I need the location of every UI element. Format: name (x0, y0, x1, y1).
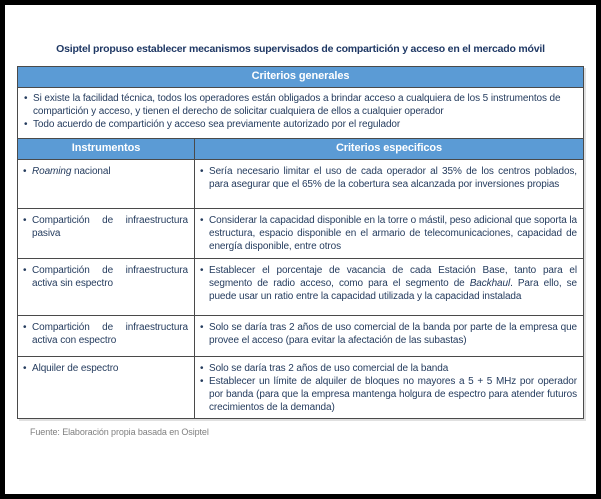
criteria-cell (194, 259, 583, 315)
criteria-text (209, 362, 577, 375)
bullet-icon: • (23, 322, 27, 333)
instrument-text (32, 214, 188, 240)
text-segment: Sería necesario limitar el uso de cada operador al 35% de los centros poblados, para asegurar que el 65% de la cobertura sea alcanzada por inversiones propias (209, 166, 577, 190)
bullet-item (200, 214, 577, 253)
text-segment: Compartición de infraestructura activa sin espectro (32, 265, 188, 289)
instrument-text (32, 362, 188, 375)
source-note: Fuente: Elaboración propia basada en Osiptel (30, 427, 209, 437)
bullet-icon: • (23, 265, 27, 276)
bullet-icon: • (200, 376, 204, 387)
table-row (18, 159, 583, 208)
bullet-item (200, 321, 577, 347)
text-segment: Compartición de infraestructura pasiva (32, 215, 188, 239)
text-segment: Roaming (32, 166, 72, 177)
criteria-cell (194, 209, 583, 258)
instrument-text (32, 264, 188, 290)
instrument-text (32, 321, 188, 347)
text-segment: Considerar la capacidad disponible en la torre o mástil, peso adicional que soporta la estructura, espacio disponible en el armario de telecomunicaciones, capacidad de energía disponible, entre otros (209, 215, 577, 252)
bullet-icon: • (23, 215, 27, 226)
bullet-icon: • (24, 119, 28, 130)
bullet-item (23, 362, 188, 375)
instrument-text (32, 165, 188, 178)
instrument-cell (18, 209, 194, 258)
text-segment: Solo se daría tras 2 años de uso comercial de la banda por parte de la empresa que provee el acceso (para evitar la afectación de las subastas) (209, 322, 577, 346)
column-header-instrumentos: Instrumentos (18, 139, 194, 159)
text-segment: . Para ello, se puede usar un ratio entre la capacidad utilizada y la capacidad instalada (209, 278, 577, 302)
bullet-icon: • (23, 363, 27, 374)
table-row (18, 208, 583, 258)
bullet-item (200, 165, 577, 191)
bullet-item (23, 165, 188, 178)
general-criterion-text: Todo acuerdo de compartición y acceso sea previamente autorizado por el regulador (33, 119, 401, 130)
page-title: Osiptel propuso establecer mecanismos supervisados de compartición y acceso en el mercado móvil (56, 43, 545, 55)
bullet-item (23, 214, 188, 240)
criteria-text (209, 214, 577, 253)
bullet-item (24, 118, 575, 131)
instrument-cell (18, 259, 194, 315)
bullet-icon: • (23, 166, 27, 177)
criteria-text (209, 321, 577, 347)
table-row (18, 258, 583, 315)
text-segment: Solo se daría tras 2 años de uso comercial de la banda (209, 363, 449, 374)
criteria-text (209, 165, 577, 191)
bullet-icon: • (200, 322, 204, 333)
text-segment: Backhaul (469, 278, 511, 289)
criteria-text (209, 264, 577, 303)
text-segment: Establecer un límite de alquiler de bloques no mayores a 5 + 5 MHz por operador por banda (para que la empresa mantenga holgura de espectro para atender futuros crecimientos de la demanda) (209, 376, 577, 413)
general-criteria-header: Criterios generales (18, 67, 583, 87)
criteria-text (209, 375, 577, 414)
bullet-item (23, 264, 188, 290)
column-header-row (18, 138, 583, 159)
criteria-table (17, 66, 584, 419)
bullet-item (24, 92, 575, 118)
instrument-cell (18, 316, 194, 356)
column-header-criterios: Criterios especificos (194, 139, 583, 159)
instrument-cell (18, 160, 194, 208)
bullet-icon: • (200, 215, 204, 226)
general-criteria-section (18, 87, 583, 138)
bullet-icon: • (200, 265, 204, 276)
bullet-icon: • (24, 93, 28, 104)
bullet-item (23, 321, 188, 347)
bullet-icon: • (200, 363, 204, 374)
bullet-item (200, 375, 577, 414)
criteria-cell (194, 357, 583, 418)
criteria-cell (194, 160, 583, 208)
text-segment: Establecer el porcentaje de vacancia de cada Estación Base, tanto para el segmento de radio acceso, como para el segmento de (209, 265, 577, 289)
instrument-cell (18, 357, 194, 418)
bullet-item (200, 362, 577, 375)
bullet-icon: • (200, 166, 204, 177)
bullet-item (200, 264, 577, 303)
general-criterion-text: Si existe la facilidad técnica, todos los operadores están obligados a brindar acceso a cualquiera de los 5 instrumentos de compartición y acceso, y tienen el derecho de solicitar cualquiera de ellos a cualquier operador (33, 93, 561, 117)
table-row (18, 315, 583, 356)
criteria-cell (194, 316, 583, 356)
text-segment: Alquiler de espectro (32, 363, 119, 374)
text-segment: Compartición de infraestructura activa con espectro (32, 322, 188, 346)
text-segment: nacional (71, 166, 111, 177)
table-row (18, 356, 583, 418)
